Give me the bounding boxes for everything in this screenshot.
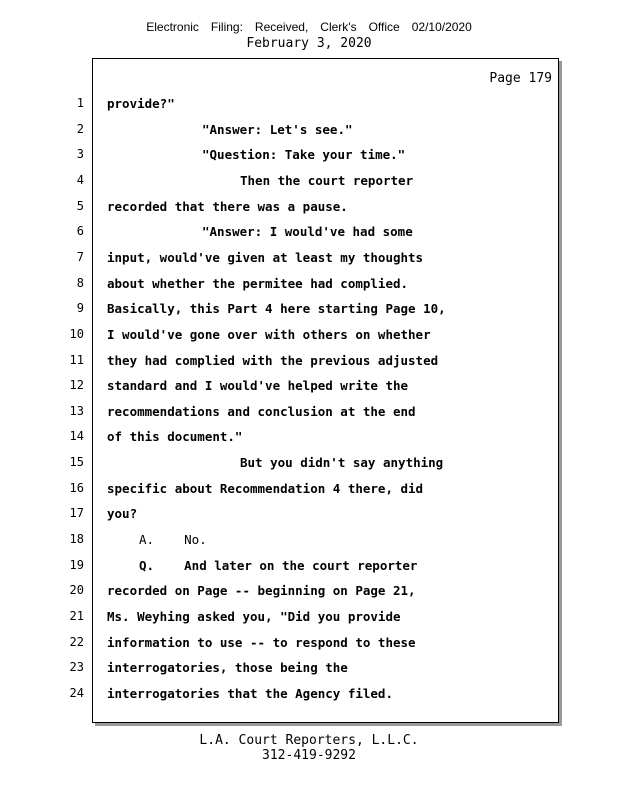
line-number: 14: [69, 429, 84, 444]
filing-word: 02/10/2020: [411, 20, 472, 34]
line-text: you?: [107, 506, 138, 522]
line-number: 10: [69, 326, 84, 341]
line-number: 23: [69, 660, 84, 675]
filing-word: Clerk's: [320, 20, 357, 34]
filing-word: Filing:: [210, 20, 243, 34]
line-text: of this document.": [107, 429, 243, 445]
filing-stamp: [0, 20, 618, 34]
line-text: information to use -- to respond to these: [107, 634, 416, 650]
line-text: recorded that there was a pause.: [107, 198, 348, 214]
line-number: 7: [76, 249, 84, 264]
line-number: 20: [69, 583, 84, 598]
line-text: recommendations and conclusion at the end: [107, 403, 416, 419]
line-number: 4: [76, 172, 84, 187]
line-text: specific about Recommendation 4 there, did: [107, 480, 424, 496]
line-text: input, would've given at least my thoughts: [107, 249, 424, 265]
line-text: standard and I would've helped write the: [107, 378, 409, 394]
transcript-date: February 3, 2020: [246, 36, 372, 51]
page-number: Page 179: [489, 71, 552, 86]
line-text: "Answer: I would've had some: [202, 224, 413, 240]
line-text: But you didn't say anything: [240, 455, 444, 471]
line-number: 16: [69, 480, 84, 495]
line-number: 6: [76, 224, 84, 239]
footer-phone: 312-419-9292: [262, 748, 356, 763]
line-text: interrogatories that the Agency filed.: [107, 685, 393, 701]
line-number: 17: [69, 506, 84, 521]
line-number: 19: [69, 557, 84, 572]
line-text: recorded on Page -- beginning on Page 21,: [107, 583, 416, 599]
line-number: 3: [76, 147, 84, 162]
line-number: 12: [69, 378, 84, 393]
line-text: about whether the permitee had complied.: [107, 275, 409, 291]
line-number: 22: [69, 634, 84, 649]
line-number: 1: [76, 96, 84, 110]
line-text: Ms. Weyhing asked you, "Did you provide: [107, 609, 401, 624]
line-number: 2: [76, 121, 84, 136]
line-number: 24: [69, 685, 84, 700]
line-number: 18: [69, 532, 84, 547]
line-number: 8: [76, 275, 84, 290]
line-text: Basically, this Part 4 here starting Page 10,: [107, 301, 446, 317]
filing-word: Received,: [254, 20, 309, 34]
line-text: Q. And later on the court reporter: [139, 557, 418, 573]
line-number: 11: [69, 352, 84, 367]
line-text: "Question: Take your time.": [202, 147, 406, 163]
line-text: interrogatories, those being the: [107, 660, 348, 676]
line-text: provide?": [107, 96, 175, 111]
line-number: 13: [69, 403, 84, 418]
line-number: 21: [69, 609, 84, 623]
filing-word: Office: [368, 20, 400, 34]
filing-word: Electronic: [146, 20, 199, 34]
line-text: I would've gone over with others on whether: [107, 326, 431, 342]
line-text: Then the court reporter: [240, 172, 414, 188]
line-text: they had complied with the previous adjusted: [107, 352, 439, 368]
line-number: 15: [69, 455, 84, 470]
line-number: 5: [76, 198, 84, 213]
line-number: 9: [76, 301, 84, 316]
line-text: "Answer: Let's see.": [202, 121, 353, 137]
footer-company: L.A. Court Reporters, L.L.C.: [199, 733, 419, 748]
line-text: A. No.: [139, 532, 207, 548]
